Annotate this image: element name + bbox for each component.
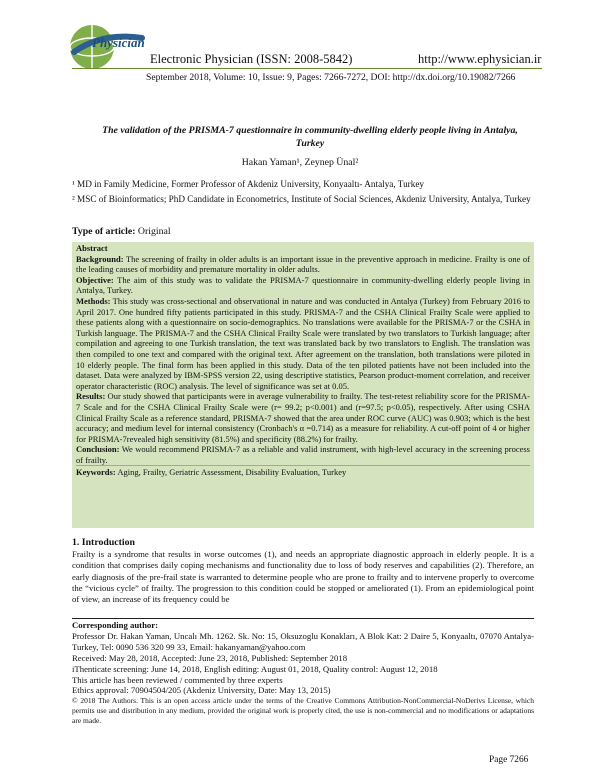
corresponding-author-block: [72, 620, 542, 725]
abstract-objective: [76, 275, 530, 296]
methods-text: This study was cross-sectional and observational in nature and was conducted in Antalya (Turkey) from February 2016 to April 2017. One hundred fifty patients participated in this study. PRISMA-7 and the CSHA Clinical Frailty Scale were applied to these patients along with a questionnaire on socio-demographics. No translations were available for the PRISMA-7 or the CSHA in Turkish language. The PRISMA-7 and the CSHA Clinical Frailty Scale were translated by two translators to Turkish language; after compilation and agreeing to one Turkish translation, the text was translated back by two translators to English. The translation was then compiled to one text and compared with the original text. After agreement on the translation, both translations were piloted in 10 elderly people. The final form has been applied in this study. Data of the ten piloted patients have not been included into the dataset. Data were analyzed by IBM-SPSS version 22, using descriptive statistics, Pearson product-moment correlation, and receiver operator characteristic (ROC) analysis. The level of significance was set at 0.05.: [76, 295, 530, 391]
screening-dates: iThenticate screening: June 14, 2018, English editing: August 01, 2018, Quality control: August 12, 2018: [72, 663, 438, 674]
review-note: This article has been reviewed / commented by three experts: [72, 674, 283, 685]
license-text: © 2018 The Authors. This is an open access article under the terms of the Creative Commons Attribution-NonCommercial-NoDerivs License, which permits use and distribution in any medium, provided the original work is properly cited, the use is non-commercial and no modifications or adaptations are made.: [72, 696, 534, 725]
abstract-conclusion: [76, 444, 530, 465]
background-text: The screening of frailty in older adults is an important issue in the preventive approach in medicine. Frailty is one of the leading causes of morbidity and premature mortality in older adults.: [76, 253, 530, 275]
page-number: Page 7266: [489, 755, 529, 765]
header-rule: [72, 68, 542, 69]
ethics-approval: Ethics approval: 70904504/205 (Akdeniz University, Date: May 13, 2015): [72, 685, 331, 696]
article-type-label: Type of article:: [72, 226, 136, 237]
abstract-results: [76, 391, 530, 444]
introduction-heading: 1. Introduction: [72, 537, 135, 548]
objective-label: Objective:: [76, 274, 114, 285]
keywords-label: Keywords:: [76, 467, 116, 478]
article-type: [72, 226, 171, 237]
author-list: Hakan Yaman¹, Zeynep Ünal²: [241, 157, 359, 168]
objective-text: The aim of this study was to validate the PRISMA-7 questionnaire in community-dwelling elderly people living in Antalya, Turkey.: [76, 274, 530, 296]
footer-rule: [72, 618, 534, 619]
affiliation-1: ¹ MD in Family Medicine, Former Professor of Akdeniz University, Konyaaltı- Antalya, Turkey: [72, 179, 425, 189]
received-dates: Received: May 28, 2018, Accepted: June 23, 2018, Published: September 2018: [72, 652, 348, 663]
article-title: The validation of the PRISMA-7 questionnaire in community-dwelling elderly people living in Antalya, Turkey: [102, 125, 518, 149]
results-label: Results:: [76, 391, 106, 402]
conclusion-label: Conclusion:: [76, 444, 120, 455]
article-type-value: Original: [135, 226, 171, 237]
issue-info: September 2018, Volume: 10, Issue: 9, Pages: 7266-7272, DOI: http://dx.doi.org/10.19082/7266: [146, 72, 516, 83]
journal-name: Electronic Physician (ISSN: 2008-5842): [150, 52, 353, 66]
abstract-keywords: [76, 465, 530, 478]
abstract-methods: [76, 296, 530, 391]
abstract-heading: Abstract: [76, 243, 108, 253]
conclusion-text: We would recommend PRISMA-7 as a reliable and valid instrument, with high-level accuracy in the screening process of frailty.: [76, 444, 530, 465]
keywords-text: Aging, Frailty, Geriatric Assessment, Disability Evaluation, Turkey: [115, 467, 347, 478]
corresponding-heading: Corresponding author:: [72, 620, 159, 630]
background-label: Background:: [76, 253, 124, 264]
logo-text: Physician: [92, 35, 145, 50]
abstract-background: [76, 254, 530, 275]
methods-label: Methods:: [76, 295, 111, 306]
corresponding-address: Professor Dr. Hakan Yaman, Uncalı Mh. 1262. Sk. No: 15, Oksuzoglu Konakları, A Blok Kat: 2 Daire 5, Konyaaltı, 07070 Antalya-Turkey, Tel: 0090 536 320 99 33, Email: hakanyaman@yahoo.com: [72, 630, 534, 652]
results-text: Our study showed that participants were in average vulnerability to frailty. The test-retest reliability score for the PRISMA-7 Scale and for the CSHA Clinical Frailty Scale were (r= 99.2; p<0.001) and (r=97.5; p<0.05), respectively. After using CSHA Clinical Frailty Scale as a reference standard, PRISMA-7 showed that the area under ROC curve (AUC) was 0.903; which is the best accuracy; and medium level for internal consistency (Cronbach's α =0.714) as a measure for reliability. A cut-off point of 4 or higher for PRISMA-7revealed high sensitivity (81.5%) and specificity (88.2%) for frailty.: [76, 391, 530, 444]
abstract-box: [72, 242, 534, 528]
introduction-body: Frailty is a syndrome that results in worse outcomes (1), and needs an appropriate diagnostic approach in elderly people. It is a condition that comprises daily coping mechanisms and functionality due to loss of body reserves and capabilities (2). Therefore, an early diagnosis of the pre-frail state is warranted to determine people who are prone to frailty and to intervene properly to overcome the “vicious cycle” of frailty. The progression to this condition could be stopped or ameliorated (1). From an epidemiological point of view, an increase of its frequency could be: [72, 549, 534, 605]
journal-url[interactable]: http://www.ephysician.ir: [418, 52, 542, 66]
affiliation-2: ² MSC of Bioinformatics; PhD Candidate in Econometrics, Institute of Social Sciences, Akdeniz University, Antalya, Turkey: [72, 194, 531, 204]
